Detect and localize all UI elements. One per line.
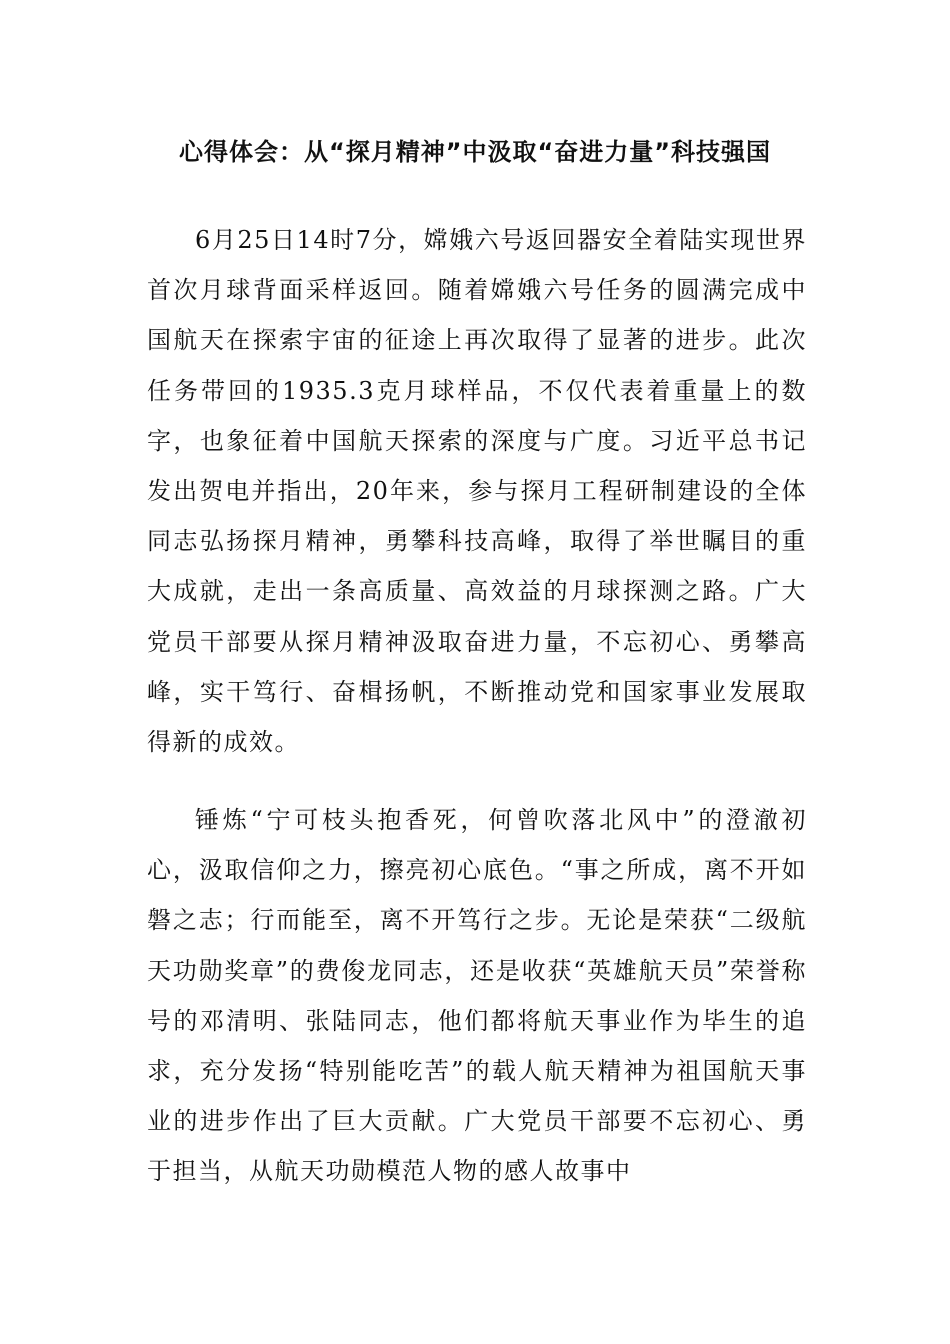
paragraph-2: 锤炼“宁可枝头抱香死，何曾吹落北风中”的澄澈初心，汲取信仰之力，擦亮初心底色。“事之所成，离不开如磐之志；行而能至，离不开笃行之步。无论是荣获“二级航天功勋奖章”的费俊龙同志，还是收获“英雄航天员”荣誉称号的邓清明、张陆同志，他们都将航天事业作为毕生的追求，充分发扬“特别能吃苦”的载人航天精神为祖国航天事业的进步作出了巨大贡献。广大党员干部要不忘初心、勇于担当，从航天功勋模范人物的感人故事中 [147,806,807,1186]
paragraph-1: 6月25日14时7分，嫦娥六号返回器安全着陆实现世界首次月球背面采样返回。随着嫦娥六号任务的圆满完成中国航天在探索宇宙的征途上再次取得了显著的进步。此次任务带回的1935.3克月球样品，不仅代表着重量上的数字，也象征着中国航天探索的深度与广度。习近平总书记发出贺电并指出，20年来，参与探月工程研制建设的全体同志弘扬探月精神，勇攀科技高峰，取得了举世瞩目的重大成就，走出一条高质量、高效益的月球探测之路。广大党员干部要从探月精神汲取奋进力量，不忘初心、勇攀高峰，实干笃行、奋楫扬帆，不断推动党和国家事业发展取得新的成效。 [147,226,807,757]
document-title: 心得体会：从“探月精神”中汲取“奋进力量”科技强国 [178,138,772,166]
